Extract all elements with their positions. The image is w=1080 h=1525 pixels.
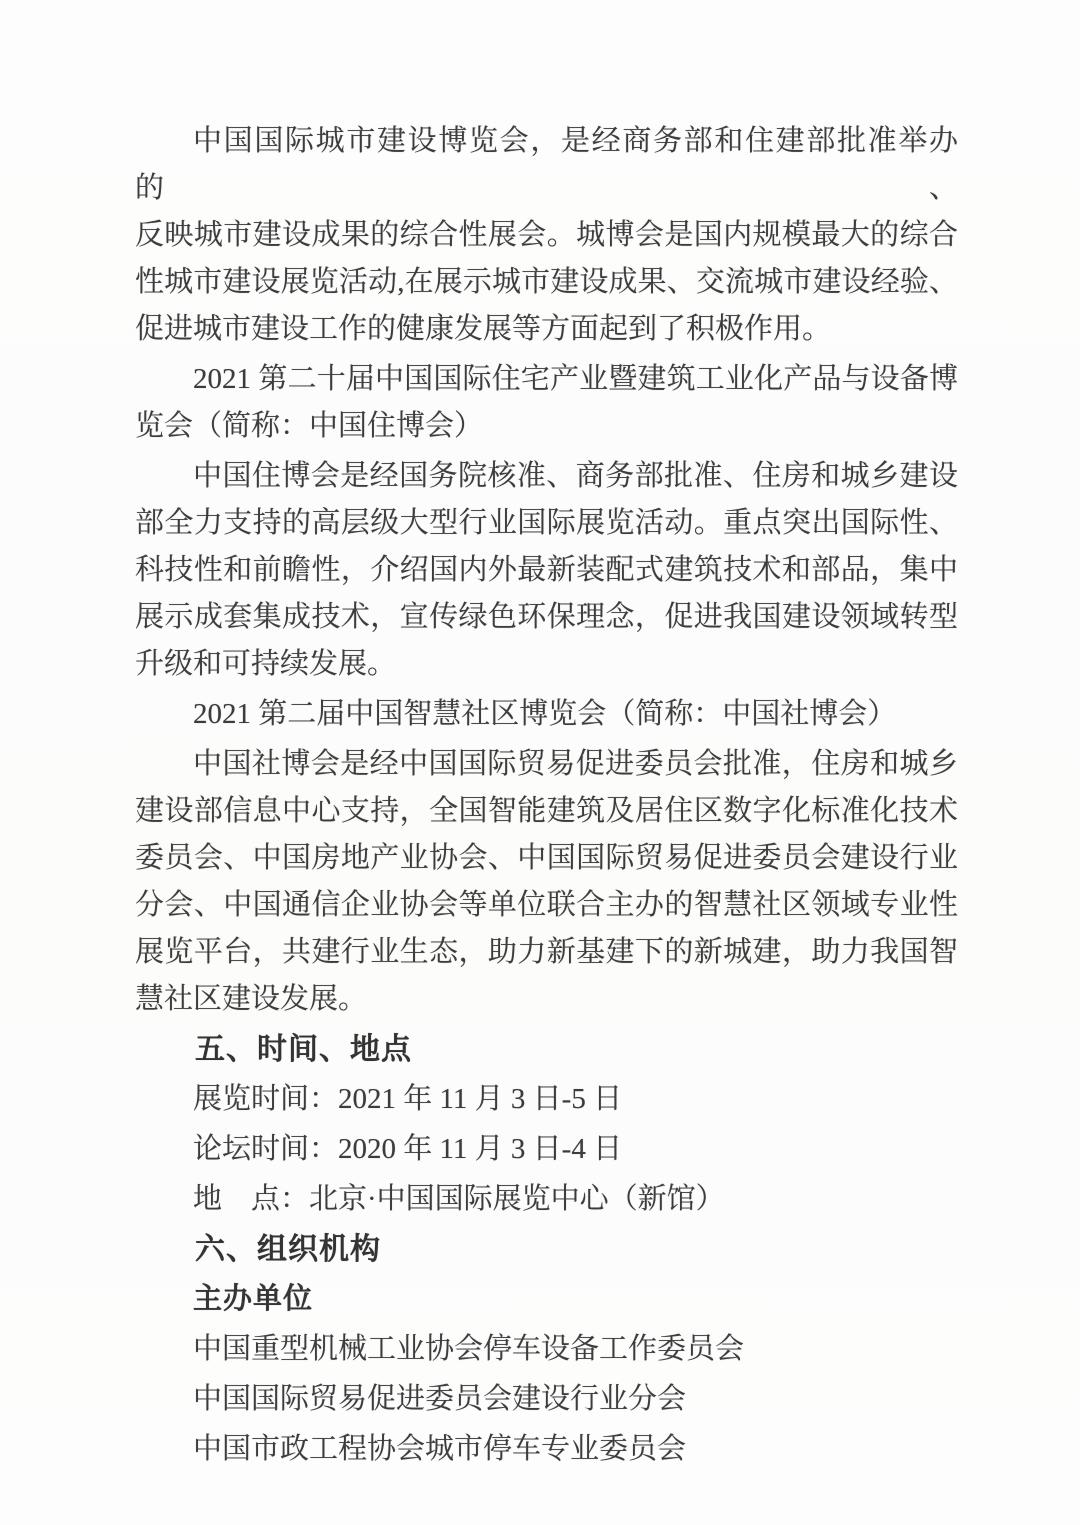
section-heading: 六、组织机构: [195, 1233, 381, 1266]
text-line: 2021 第二十届中国国际住宅产业暨建筑工业化产品与设备博: [193, 363, 958, 395]
text-line: 部全力支持的高层级大型行业国际展览活动。重点突出国际性、: [135, 507, 958, 539]
text-line: 展示成套集成技术，宣传绿色环保理念，促进我国建设领域转型: [135, 601, 958, 633]
text-line: 升级和可持续发展。: [135, 648, 397, 680]
text-line: 中国住博会是经国务院核准、商务部批准、住房和城乡建设: [193, 460, 958, 492]
text-line: 览会（简称：中国住博会）: [135, 410, 484, 442]
text-line: 展览时间：2021 年 11 月 3 日-5 日: [193, 1083, 623, 1115]
text-line: 地 点：北京·中国国际展览中心（新馆）: [193, 1183, 725, 1215]
subheading-host-units: [135, 1276, 958, 1323]
text-line: 慧社区建设发展。: [135, 983, 368, 1015]
line-forum-time: [135, 1126, 958, 1173]
document-content: [135, 118, 958, 1476]
line-organizer-2: [135, 1376, 958, 1423]
organizer-name: 中国国际贸易促进委员会建设行业分会: [193, 1383, 687, 1415]
text-line: 科技性和前瞻性，介绍国内外最新装配式建筑技术和部品，集中: [135, 554, 958, 586]
heading-section-five: [135, 1026, 958, 1073]
subsection-heading: 主办单位: [193, 1283, 314, 1315]
text-line: 反映城市建设成果的综合性展会。城博会是国内规模最大的综合: [135, 219, 958, 251]
paragraph-housing-expo-title: [135, 356, 958, 450]
heading-section-six: [135, 1226, 958, 1273]
organizer-name: 中国重型机械工业协会停车设备工作委员会: [193, 1333, 745, 1365]
line-exhibition-time: [135, 1076, 958, 1123]
paragraph-community-expo-intro: [135, 741, 958, 1023]
text-line: 性城市建设展览活动,在展示城市建设成果、交流城市建设经验、: [135, 266, 958, 298]
line-location: [135, 1176, 958, 1223]
text-line: 展览平台，共建行业生态，助力新基建下的新城建，助力我国智: [135, 936, 958, 968]
text-line: 论坛时间：2020 年 11 月 3 日-4 日: [193, 1133, 623, 1165]
line-organizer-1: [135, 1326, 958, 1373]
text-line: 建设部信息中心支持，全国智能建筑及居住区数字化标准化技术: [135, 795, 958, 827]
text-line: 委员会、中国房地产业协会、中国国际贸易促进委员会建设行业: [135, 842, 958, 874]
text-line: 2021 第二届中国智慧社区博览会（简称：中国社博会）: [193, 698, 897, 730]
text-line: 中国社博会是经中国国际贸易促进委员会批准，住房和城乡: [193, 748, 958, 780]
paragraph-community-expo-title: [135, 691, 958, 738]
line-organizer-3: [135, 1426, 958, 1473]
text-line: 分会、中国通信企业协会等单位联合主办的智慧社区领域专业性: [135, 889, 958, 921]
text-line: 中国国际城市建设博览会，是经商务部和住建部批准举办的、: [135, 125, 958, 204]
organizer-name: 中国市政工程协会城市停车专业委员会: [193, 1433, 687, 1465]
paragraph-city-expo-intro: [135, 118, 958, 353]
section-heading: 五、时间、地点: [195, 1033, 412, 1066]
paragraph-housing-expo-intro: [135, 453, 958, 688]
text-line: 促进城市建设工作的健康发展等方面起到了积极作用。: [135, 313, 832, 345]
